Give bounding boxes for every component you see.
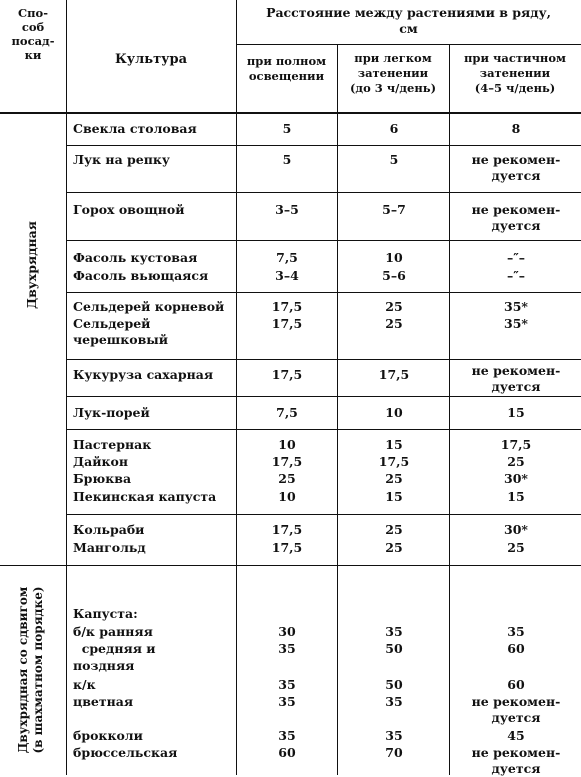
row-divider: [66, 145, 581, 146]
culture-name: к/к: [73, 677, 96, 692]
value-partial-shade: 15: [507, 405, 525, 420]
value-light-shade: 25: [385, 522, 403, 537]
value-full-light: 35: [278, 694, 296, 709]
value-light-shade: 70: [385, 745, 403, 760]
culture-name: Фасоль кустовая: [73, 250, 198, 265]
value-partial-shade: 35*: [504, 316, 528, 331]
value-light-shade: 17,5: [378, 454, 410, 469]
value-partial-shade: 30*: [504, 471, 528, 486]
row-divider: [66, 396, 581, 397]
value-partial-shade: не рекомен- дуется: [471, 363, 561, 394]
row-divider: [66, 240, 581, 241]
culture-name: Горох овощной: [73, 202, 185, 217]
value-partial-shade: не рекомен- дуется: [471, 152, 561, 183]
value-partial-shade: 25: [507, 540, 525, 555]
column-divider: [337, 44, 338, 775]
culture-name: средняя и: [73, 641, 156, 656]
value-full-light: 17,5: [271, 454, 303, 469]
culture-name: Дайкон: [73, 454, 128, 469]
value-partial-shade: не рекомен- дуется: [471, 745, 561, 776]
culture-name: Пекинская капуста: [73, 489, 217, 504]
column-divider: [449, 44, 450, 775]
header-divider: [236, 44, 581, 45]
value-partial-shade: 30*: [504, 522, 528, 537]
culture-name: Капуста:: [73, 606, 138, 621]
culture-name: Фасоль вьющаяся: [73, 268, 209, 283]
value-partial-shade: 60: [507, 641, 525, 656]
value-partial-shade: 35: [507, 624, 525, 639]
row-divider: [66, 514, 581, 515]
value-partial-shade: –″–: [506, 250, 526, 265]
value-full-light: 10: [278, 489, 296, 504]
value-light-shade: 25: [385, 316, 403, 331]
culture-name: Кукуруза сахарная: [73, 367, 214, 382]
value-partial-shade: 35*: [504, 299, 528, 314]
value-full-light: 17,5: [271, 316, 303, 331]
method-label: Двухрядная со сдвигом (в шахматном порядке): [16, 586, 45, 754]
culture-name: Брюква: [73, 471, 132, 486]
header-light-shade: при легком затенении (до 3 ч/день): [349, 51, 437, 95]
culture-name: поздняя: [73, 658, 135, 673]
value-partial-shade: 17,5: [500, 437, 532, 452]
header-bottom-border: [0, 112, 581, 114]
value-light-shade: 25: [385, 471, 403, 486]
value-full-light: 17,5: [271, 540, 303, 555]
culture-name: Пастернак: [73, 437, 152, 452]
culture-name: Сельдерей черешковый: [73, 316, 169, 347]
header-partial-shade: при частичном затенении (4–5 ч/день): [463, 51, 566, 95]
culture-name: Свекла столовая: [73, 121, 197, 136]
row-divider: [66, 359, 581, 360]
value-full-light: 35: [278, 641, 296, 656]
culture-name: Лук-порей: [73, 405, 150, 420]
value-full-light: 7,5: [276, 250, 298, 265]
value-full-light: 7,5: [276, 405, 298, 420]
value-light-shade: 5–6: [382, 268, 406, 283]
culture-name: б/к ранняя: [73, 624, 153, 639]
value-partial-shade: 15: [507, 489, 525, 504]
value-light-shade: 5: [389, 152, 399, 167]
value-full-light: 17,5: [271, 367, 303, 382]
value-light-shade: 5–7: [382, 202, 406, 217]
row-divider: [66, 292, 581, 293]
value-light-shade: 10: [385, 250, 403, 265]
column-divider: [236, 0, 237, 775]
value-full-light: 25: [278, 471, 296, 486]
value-light-shade: 25: [385, 299, 403, 314]
row-divider: [66, 429, 581, 430]
value-partial-shade: не рекомен- дуется: [471, 202, 561, 233]
culture-name: Сельдерей корневой: [73, 299, 225, 314]
value-full-light: 10: [278, 437, 296, 452]
value-light-shade: 35: [385, 694, 403, 709]
value-light-shade: 50: [385, 677, 403, 692]
value-partial-shade: не рекомен- дуется: [471, 694, 561, 725]
section-divider: [0, 565, 581, 566]
value-full-light: 5: [282, 152, 292, 167]
value-light-shade: 50: [385, 641, 403, 656]
value-light-shade: 6: [389, 121, 399, 136]
culture-name: Мангольд: [73, 540, 146, 555]
value-partial-shade: –″–: [506, 268, 526, 283]
value-full-light: 30: [278, 624, 296, 639]
culture-name: брюссельская: [73, 745, 178, 760]
value-full-light: 5: [282, 121, 292, 136]
value-light-shade: 10: [385, 405, 403, 420]
culture-name: цветная: [73, 694, 134, 709]
header-culture: Культура: [114, 52, 188, 67]
value-full-light: 17,5: [271, 299, 303, 314]
header-full-light: при полном освещении: [246, 54, 327, 83]
column-divider: [66, 0, 67, 775]
value-full-light: 35: [278, 677, 296, 692]
value-light-shade: 35: [385, 624, 403, 639]
value-light-shade: 17,5: [378, 367, 410, 382]
value-full-light: 3–5: [275, 202, 299, 217]
culture-name: Лук на репку: [73, 152, 170, 167]
method-label: Двухрядная: [24, 220, 39, 310]
header-distance: Расстояние между растениями в ряду, см: [266, 5, 551, 36]
value-full-light: 60: [278, 745, 296, 760]
value-full-light: 3–4: [275, 268, 299, 283]
culture-name: брокколи: [73, 728, 143, 743]
value-partial-shade: 25: [507, 454, 525, 469]
value-light-shade: 15: [385, 489, 403, 504]
value-light-shade: 15: [385, 437, 403, 452]
value-light-shade: 25: [385, 540, 403, 555]
value-light-shade: 35: [385, 728, 403, 743]
value-partial-shade: 60: [507, 677, 525, 692]
culture-name: Кольраби: [73, 522, 145, 537]
value-partial-shade: 8: [511, 121, 521, 136]
value-full-light: 17,5: [271, 522, 303, 537]
value-full-light: 35: [278, 728, 296, 743]
row-divider: [66, 192, 581, 193]
value-partial-shade: 45: [507, 728, 525, 743]
header-method: Спо- соб посад- ки: [11, 6, 55, 62]
